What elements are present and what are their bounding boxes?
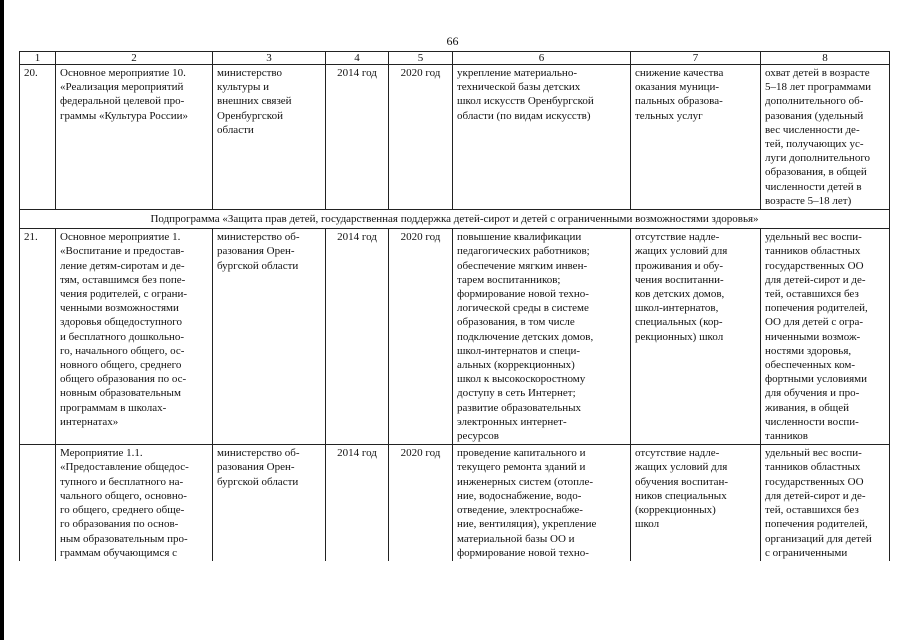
header-cell: 1 <box>20 52 56 65</box>
cell-line: Основное мероприятие 1. <box>60 231 181 244</box>
cell-line: ление детям-сиротам и де- <box>60 259 185 272</box>
cell-line: доступу в сеть Интернет; <box>457 387 576 400</box>
expected-result-cell <box>453 445 631 561</box>
cell-line: 5–18 лет программами <box>765 81 872 94</box>
table-header-row <box>20 52 890 65</box>
table-row <box>20 445 890 561</box>
cell-line: живания, в общей <box>765 401 850 414</box>
cell-line: ОО для детей с огра- <box>765 316 864 329</box>
cell-line: министерство об- <box>217 231 300 244</box>
start-year-cell: 2014 год <box>326 229 389 445</box>
cell-line: государственных ОО <box>765 475 864 488</box>
cell-line: попечения родителей, <box>765 302 868 315</box>
cell-line: новным образовательным <box>60 387 181 400</box>
cell-line: министерство <box>217 67 283 79</box>
cell-line: тям, оставшимся без попе- <box>60 273 186 286</box>
cell-line: ков детских домов, <box>635 288 725 301</box>
cell-line: культуры и <box>217 81 269 94</box>
cell-line: тей, получающих ус- <box>765 138 864 151</box>
cell-line: специальных (кор- <box>635 316 723 329</box>
cell-line: ным образовательным про- <box>60 532 188 545</box>
cell-line: граммам обучающимся с <box>60 546 178 559</box>
cell-line: тей, оставшихся без <box>765 504 859 517</box>
table-row <box>20 229 890 445</box>
row-number-cell: 20. <box>20 65 56 210</box>
end-year-cell: 2020 год <box>389 65 453 210</box>
cell-line: подключение детских домов, <box>457 330 594 343</box>
cell-line: жащих условий для <box>635 245 728 258</box>
indicator-cell <box>761 229 890 445</box>
cell-line: чения родителей, с ограни- <box>60 288 188 301</box>
cell-line: го общего, среднего обще- <box>60 504 185 517</box>
cell-line: возрасте 5–18 лет) <box>765 194 852 207</box>
cell-line: министерство об- <box>217 447 300 460</box>
cell-line: тельных услуг <box>635 109 703 122</box>
page-binding-edge <box>0 0 4 640</box>
cell-line: ников специальных <box>635 489 727 502</box>
cell-line: Мероприятие 1.1. <box>60 447 143 460</box>
cell-line: отведение, электроснабже- <box>457 504 583 517</box>
cell-line: технической базы детских <box>457 81 581 94</box>
cell-line: педагогических работников; <box>457 245 590 258</box>
cell-line: чения воспитанни- <box>635 273 724 286</box>
cell-line: разования Орен- <box>217 245 295 258</box>
measure-name-cell <box>56 445 213 561</box>
cell-line: области <box>217 123 254 136</box>
header-cell: 8 <box>761 52 890 65</box>
cell-line: танников <box>765 430 808 443</box>
cell-line: альных (коррекционных) <box>457 359 575 372</box>
cell-line: тупного и бесплатного на- <box>60 475 184 488</box>
cell-line: тей, оставшихся без <box>765 288 859 301</box>
measures-table <box>19 51 890 561</box>
cell-line: материальной базы ОО и <box>457 532 575 545</box>
consequences-cell <box>631 229 761 445</box>
subprogram-title: Подпрограмма «Защита прав детей, государственная поддержка детей-сирот и детей с ограниченными возможностями здоровья» <box>20 210 890 229</box>
cell-line: развитие образовательных <box>457 401 582 414</box>
cell-line: вес численности де- <box>765 123 860 136</box>
cell-line: школ искусств Оренбургской <box>457 95 594 108</box>
cell-line: ностями здоровья, <box>765 344 852 357</box>
cell-line: Основное мероприятие 10. <box>60 67 186 79</box>
cell-line: жащих условий для <box>635 461 728 474</box>
start-year-cell: 2014 год <box>326 65 389 210</box>
cell-line: ресурсов <box>457 430 499 443</box>
cell-line: удельный вес воспи- <box>765 447 862 460</box>
row-number-cell <box>20 445 56 561</box>
indicator-cell <box>761 65 890 210</box>
cell-line: отсутствие надле- <box>635 447 720 460</box>
cell-line: повышение квалификации <box>457 231 582 244</box>
cell-line: бургской области <box>217 259 299 272</box>
cell-line: удельный вес воспи- <box>765 231 862 244</box>
header-cell: 3 <box>213 52 326 65</box>
cell-line: рекционных) школ <box>635 330 724 343</box>
cell-line: Оренбургской <box>217 109 283 122</box>
cell-line: го, начального общего, ос- <box>60 344 185 357</box>
cell-line: охват детей в возрасте <box>765 67 870 79</box>
cell-line: ниченными возмож- <box>765 330 861 343</box>
cell-line: с ограниченными <box>765 546 848 559</box>
cell-line: школ <box>635 518 660 531</box>
header-cell: 4 <box>326 52 389 65</box>
header-cell: 7 <box>631 52 761 65</box>
cell-line: школ-интернатов и специ- <box>457 344 581 357</box>
cell-line: текущего ремонта зданий и <box>457 461 586 474</box>
cell-line: общего образования по ос- <box>60 373 187 386</box>
cell-line: электронных интернет- <box>457 415 567 428</box>
consequences-cell <box>631 65 761 210</box>
header-cell: 2 <box>56 52 213 65</box>
cell-line: тарем воспитанников; <box>457 273 561 286</box>
cell-line: формирование новой техно- <box>457 546 589 559</box>
row-number-cell: 21. <box>20 229 56 445</box>
cell-line: проживания и обу- <box>635 259 724 272</box>
cell-line: обеспечение мягким инвен- <box>457 259 588 272</box>
cell-line: разования (удельный <box>765 109 864 122</box>
cell-line: «Воспитание и предостав- <box>60 245 185 258</box>
cell-line: формирование новой техно- <box>457 288 589 301</box>
cell-line: снижение качества <box>635 67 724 79</box>
cell-line: разования Орен- <box>217 461 295 474</box>
cell-line: образования, в том числе <box>457 316 575 329</box>
cell-line: (коррекционных) <box>635 504 716 517</box>
expected-result-cell <box>453 229 631 445</box>
executor-cell <box>213 445 326 561</box>
start-year-cell: 2014 год <box>326 445 389 561</box>
executor-cell <box>213 229 326 445</box>
cell-line: укрепление материально- <box>457 67 577 79</box>
end-year-cell: 2020 год <box>389 229 453 445</box>
executor-cell <box>213 65 326 210</box>
cell-line: попечения родителей, <box>765 518 868 531</box>
cell-line: луги дополнительного <box>765 152 871 165</box>
cell-line: чального общего, основно- <box>60 489 187 502</box>
cell-line: бургской области <box>217 475 299 488</box>
cell-line: отсутствие надле- <box>635 231 720 244</box>
cell-line: новного общего, среднего <box>60 359 182 372</box>
cell-line: численности детей в <box>765 180 862 193</box>
cell-line: пальных образова- <box>635 95 723 108</box>
cell-line: школ к высокоскоростному <box>457 373 586 386</box>
expected-result-cell <box>453 65 631 210</box>
subprogram-row <box>20 210 890 229</box>
cell-line: здоровья общедоступного <box>60 316 182 329</box>
cell-line: государственных ОО <box>765 259 864 272</box>
cell-line: внешних связей <box>217 95 292 108</box>
cell-line: «Предоставление общедос- <box>60 461 189 474</box>
cell-line: для обучения и про- <box>765 387 860 400</box>
cell-line: танников областных <box>765 461 861 474</box>
cell-line: численности воспи- <box>765 415 859 428</box>
cell-line: ние, водоснабжение, водо- <box>457 489 582 502</box>
cell-line: «Реализация мероприятий <box>60 81 184 94</box>
cell-line: логической среды в системе <box>457 302 589 315</box>
cell-line: обеспеченных ком- <box>765 359 856 372</box>
cell-line: образования, в общей <box>765 166 867 179</box>
cell-line: го образования по основ- <box>60 518 179 531</box>
cell-line: программам в школах- <box>60 401 167 414</box>
cell-line: интернатах» <box>60 415 119 428</box>
measure-name-cell <box>56 65 213 210</box>
page-number: 66 <box>446 34 459 48</box>
cell-line: танников областных <box>765 245 861 258</box>
cell-line: ченными возможностями <box>60 302 179 315</box>
cell-line: инженерных систем (отопле- <box>457 475 594 488</box>
cell-line: граммы «Культура России» <box>60 109 189 122</box>
end-year-cell: 2020 год <box>389 445 453 561</box>
cell-line: ние, вентиляция), укрепление <box>457 518 597 531</box>
cell-line: области (по видам искусств) <box>457 109 591 122</box>
cell-line: проведение капитального и <box>457 447 586 460</box>
table-row <box>20 65 890 210</box>
header-cell: 5 <box>389 52 453 65</box>
consequences-cell <box>631 445 761 561</box>
measure-name-cell <box>56 229 213 445</box>
header-cell: 6 <box>453 52 631 65</box>
cell-line: фортными условиями <box>765 373 868 386</box>
indicator-cell <box>761 445 890 561</box>
cell-line: школ-интернатов, <box>635 302 719 315</box>
cell-line: и бесплатного дошкольно- <box>60 330 185 343</box>
cell-line: оказания муници- <box>635 81 720 94</box>
cell-line: дополнительного об- <box>765 95 864 108</box>
cell-line: обучения воспитан- <box>635 475 729 488</box>
cell-line: организаций для детей <box>765 532 872 545</box>
cell-line: для детей-сирот и де- <box>765 489 866 502</box>
cell-line: для детей-сирот и де- <box>765 273 866 286</box>
cell-line: федеральной целевой про- <box>60 95 185 108</box>
